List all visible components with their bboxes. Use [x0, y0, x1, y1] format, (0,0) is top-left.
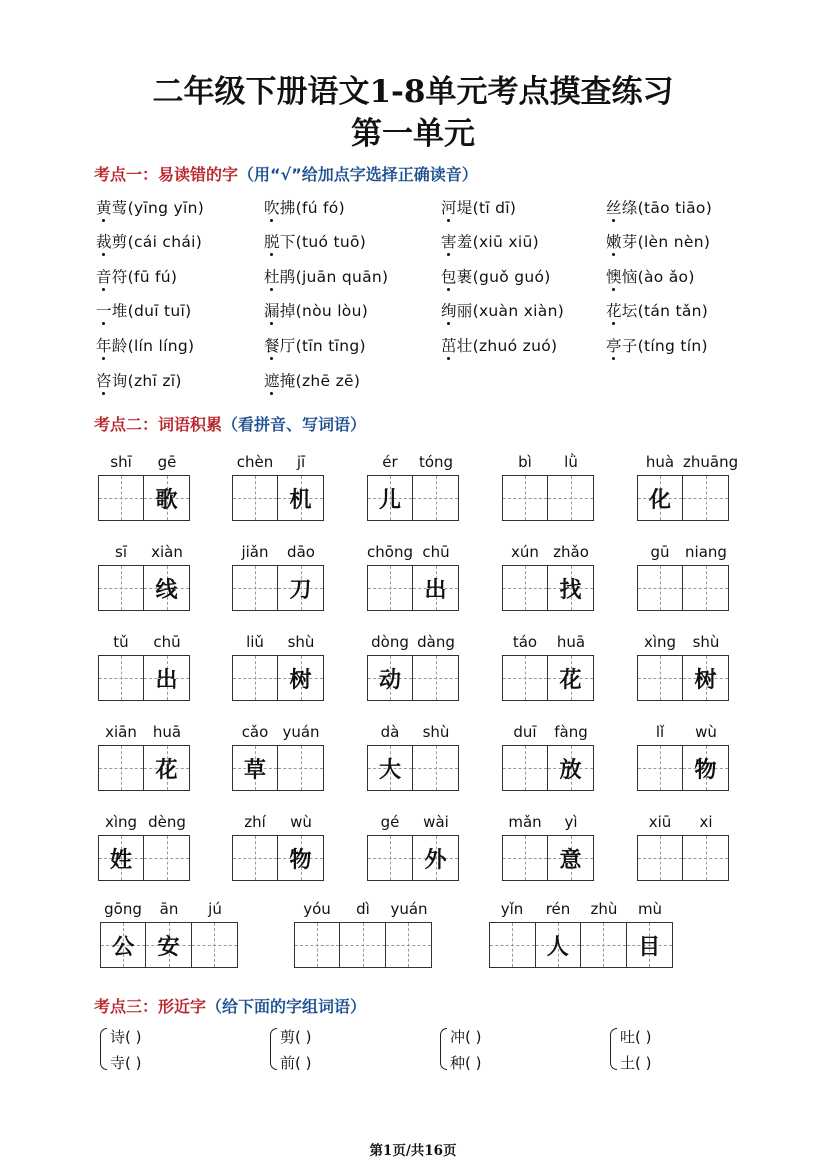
pinyin-syllable: zhù [590, 900, 618, 918]
grid-cell-blank[interactable] [490, 923, 536, 967]
unit-title: 第一单元 [351, 116, 475, 152]
vocab-item [637, 633, 729, 703]
pinyin-syllable: huā [152, 723, 182, 741]
pinyin-syllable: gōng [104, 900, 142, 918]
writing-grid [232, 475, 324, 521]
pinyin-syllable: chū [422, 543, 450, 561]
pinyin-syllable: lǜ [564, 453, 578, 471]
section-2-label: 考点二：词语积累 [94, 415, 223, 434]
pronunciation-word: 包裹(guǒ guó) [441, 268, 551, 286]
grid-cell-filled [683, 656, 728, 700]
pinyin-syllable: xiàn [151, 543, 183, 561]
grid-character: 意 [559, 846, 582, 873]
grid-cell-blank[interactable] [99, 566, 144, 610]
grid-cell-blank[interactable] [503, 836, 548, 880]
pinyin-syllable: tóng [418, 453, 454, 471]
vocab-item [637, 543, 729, 613]
pronunciation-word: 茁壮(zhuó zuó) [441, 337, 558, 355]
pair-bottom[interactable]: 前( ) [280, 1054, 312, 1072]
grid-cell-blank[interactable] [386, 923, 431, 967]
pronunciation-word: 遮掩(zhē zē) [264, 372, 361, 390]
pinyin-syllable: jú [208, 900, 222, 918]
writing-grid [489, 922, 673, 968]
pronunciation-word: 咨询(zhī zī) [96, 372, 182, 390]
grid-character: 放 [559, 756, 582, 783]
grid-character: 大 [379, 756, 402, 783]
grid-cell-filled [548, 836, 593, 880]
pinyin-syllable: yuán [390, 900, 428, 918]
grid-character: 草 [244, 756, 267, 783]
pinyin-syllable: gū [650, 543, 670, 561]
writing-grid [232, 565, 324, 611]
pair-top[interactable]: 诗( ) [110, 1028, 142, 1046]
vocab-item [637, 453, 739, 523]
writing-grid [98, 565, 190, 611]
pair-bottom[interactable]: 土( ) [620, 1054, 652, 1072]
grid-character: 机 [289, 486, 312, 513]
pinyin-syllable: dòng [371, 633, 409, 651]
pinyin-syllable: yóu [303, 900, 331, 918]
pinyin-syllable: lǐ [655, 723, 665, 741]
writing-grid [637, 565, 729, 611]
grid-cell-filled [146, 923, 191, 967]
vocab-item [502, 813, 594, 883]
grid-character: 找 [559, 576, 582, 603]
writing-grid [367, 475, 459, 521]
grid-cell-blank[interactable] [548, 476, 593, 520]
pinyin-syllable: mǎn [508, 813, 542, 831]
grid-cell-blank[interactable] [683, 476, 728, 520]
pinyin-syllable: niang [685, 543, 727, 561]
pinyin-syllable: gē [157, 453, 177, 471]
writing-grid [502, 655, 594, 701]
grid-cell-blank[interactable] [368, 836, 413, 880]
pinyin-syllable: xìng [643, 633, 677, 651]
grid-character: 外 [424, 846, 447, 873]
pinyin-syllable: huā [556, 633, 586, 651]
grid-cell-filled [144, 476, 189, 520]
pinyin-syllable: yǐn [500, 900, 524, 918]
grid-cell-blank[interactable] [99, 476, 144, 520]
pinyin-syllable: chōng [367, 543, 413, 561]
grid-cell-filled [144, 656, 189, 700]
grid-character: 目 [638, 933, 661, 960]
grid-cell-filled [368, 476, 413, 520]
grid-character: 动 [379, 666, 402, 693]
writing-grid [367, 835, 459, 881]
pinyin-syllable: dāo [287, 543, 315, 561]
vocab-item [502, 633, 594, 703]
pronunciation-word: 懊恼(ào ǎo) [606, 268, 695, 286]
emphasis-dot [270, 253, 273, 256]
grid-cell-blank[interactable] [144, 836, 189, 880]
pronunciation-word: 丝绦(tāo tiāo) [606, 199, 713, 217]
vocab-item [232, 543, 324, 613]
vocab-item [294, 900, 432, 970]
pinyin-syllable: jiǎn [241, 543, 269, 561]
vocab-item [98, 453, 190, 523]
pinyin-syllable: yì [564, 813, 578, 831]
writing-grid [502, 835, 594, 881]
grid-character: 物 [694, 756, 717, 783]
grid-cell-blank[interactable] [503, 566, 548, 610]
grid-cell-blank[interactable] [192, 923, 237, 967]
vocab-item [637, 813, 729, 883]
pinyin-syllable: mù [637, 900, 663, 918]
brace-icon [440, 1028, 447, 1070]
writing-grid [367, 565, 459, 611]
grid-cell-blank[interactable] [99, 746, 144, 790]
section-1-instruction: （用“√”给加点字选择正确读音） [238, 165, 478, 184]
writing-grid [232, 655, 324, 701]
emphasis-dot [270, 322, 273, 325]
vocab-item [502, 723, 594, 793]
vocab-item [232, 813, 324, 883]
grid-cell-filled [548, 746, 593, 790]
grid-cell-blank[interactable] [233, 566, 278, 610]
pinyin-syllable: dì [356, 900, 370, 918]
vocab-item [98, 633, 190, 703]
section-2-header [94, 412, 366, 435]
grid-character: 花 [559, 666, 582, 693]
grid-character: 出 [155, 666, 178, 693]
pinyin-syllable: zhí [244, 813, 266, 831]
pronunciation-word: 餐厅(tīn tīng) [264, 337, 366, 355]
pair-bottom[interactable]: 种( ) [450, 1054, 482, 1072]
pinyin-syllable: zhuāng [683, 453, 739, 471]
emphasis-dot [447, 322, 450, 325]
grid-cell-blank[interactable] [503, 656, 548, 700]
emphasis-dot [612, 322, 615, 325]
pinyin-syllable: duī [513, 723, 537, 741]
emphasis-dot [270, 357, 273, 360]
pronunciation-word: 黄莺(yīng yīn) [96, 199, 205, 217]
pinyin-syllable: sī [115, 543, 127, 561]
grid-cell-blank[interactable] [368, 566, 413, 610]
writing-grid [232, 745, 324, 791]
writing-grid [98, 655, 190, 701]
pinyin-syllable: shù [287, 633, 315, 651]
pronunciation-word: 绚丽(xuàn xiàn) [441, 302, 565, 320]
grid-character: 人 [546, 933, 569, 960]
grid-cell-filled [99, 836, 144, 880]
vocab-item [367, 813, 459, 883]
pair-top[interactable]: 剪( ) [280, 1028, 312, 1046]
section-1-label: 考点一：易读错的字 [94, 165, 239, 184]
grid-character: 化 [649, 486, 672, 513]
pinyin-syllable: jī [296, 453, 306, 471]
pinyin-syllable: cǎo [241, 723, 269, 741]
pair-top[interactable]: 吐( ) [620, 1028, 652, 1046]
pinyin-syllable: xi [699, 813, 713, 831]
grid-cell-blank[interactable] [413, 476, 458, 520]
grid-cell-blank[interactable] [295, 923, 340, 967]
writing-grid [637, 655, 729, 701]
grid-cell-blank[interactable] [413, 656, 458, 700]
pinyin-syllable: xiān [105, 723, 137, 741]
vocab-item [367, 633, 459, 703]
grid-character: 出 [424, 576, 447, 603]
writing-grid [637, 835, 729, 881]
vocab-item [637, 723, 729, 793]
pinyin-syllable: shù [422, 723, 450, 741]
section-2-instruction: （看拼音、写词语） [222, 415, 367, 434]
grid-cell-filled [144, 566, 189, 610]
emphasis-dot [102, 219, 105, 222]
grid-cell-filled [278, 836, 323, 880]
pinyin-syllable: ān [159, 900, 179, 918]
pinyin-syllable: shù [692, 633, 720, 651]
brace-icon [610, 1028, 617, 1070]
emphasis-dot [612, 357, 615, 360]
writing-grid [294, 922, 432, 968]
grid-character: 树 [289, 666, 312, 693]
grid-cell-filled [683, 746, 728, 790]
grid-character: 线 [155, 576, 178, 603]
grid-cell-blank[interactable] [638, 746, 683, 790]
grid-cell-blank[interactable] [340, 923, 385, 967]
emphasis-dot [447, 357, 450, 360]
brace-icon [100, 1028, 107, 1070]
grid-character: 歌 [155, 486, 178, 513]
page-title: 二年级下册语文1-8单元考点摸查练习 [152, 74, 674, 110]
writing-grid [98, 745, 190, 791]
grid-cell-filled [278, 656, 323, 700]
pinyin-syllable: ér [382, 453, 398, 471]
grid-cell-blank[interactable] [638, 836, 683, 880]
grid-cell-blank[interactable] [683, 566, 728, 610]
grid-character: 花 [155, 756, 178, 783]
pinyin-syllable: bì [518, 453, 532, 471]
pinyin-syllable: shī [110, 453, 132, 471]
grid-cell-filled [278, 566, 323, 610]
pronunciation-word: 花坛(tán tǎn) [606, 302, 709, 320]
vocab-item [232, 633, 324, 703]
grid-cell-filled [413, 836, 458, 880]
emphasis-dot [270, 288, 273, 291]
writing-grid [637, 475, 729, 521]
pinyin-syllable: chèn [236, 453, 274, 471]
page-footer: 第1页/共16页 [369, 1143, 457, 1159]
pronunciation-word: 年龄(lín líng) [96, 337, 195, 355]
vocab-item [98, 723, 190, 793]
writing-grid [232, 835, 324, 881]
grid-cell-filled [413, 566, 458, 610]
grid-character: 树 [694, 666, 717, 693]
grid-cell-filled [548, 566, 593, 610]
grid-cell-blank[interactable] [638, 566, 683, 610]
pronunciation-word: 河堤(tī dī) [441, 199, 517, 217]
grid-cell-filled [368, 656, 413, 700]
writing-grid [502, 565, 594, 611]
pronunciation-word: 杜鹃(juān quān) [264, 268, 389, 286]
pinyin-syllable: rén [545, 900, 571, 918]
grid-cell-blank[interactable] [233, 476, 278, 520]
writing-grid [98, 835, 190, 881]
pronunciation-word: 裁剪(cái chái) [96, 233, 203, 251]
section-3-header [94, 994, 366, 1017]
pinyin-syllable: chū [153, 633, 181, 651]
similar-char-pair [100, 1026, 240, 1078]
vocab-item [502, 453, 594, 523]
grid-character: 安 [157, 933, 180, 960]
writing-grid [367, 655, 459, 701]
pronunciation-word: 害羞(xiū xiū) [441, 233, 539, 251]
pronunciation-word: 脱下(tuó tuō) [264, 233, 367, 251]
grid-character: 刀 [289, 576, 312, 603]
pinyin-syllable: yuán [282, 723, 320, 741]
emphasis-dot [447, 219, 450, 222]
writing-grid [367, 745, 459, 791]
pinyin-syllable: dà [380, 723, 400, 741]
pronunciation-word: 漏掉(nòu lòu) [264, 302, 369, 320]
grid-cell-filled [101, 923, 146, 967]
vocab-item [489, 900, 673, 970]
vocab-item [100, 900, 238, 970]
emphasis-dot [612, 219, 615, 222]
section-3-label: 考点三：形近字 [94, 997, 207, 1016]
grid-cell-filled [548, 656, 593, 700]
pronunciation-word: 亭子(tíng tín) [606, 337, 708, 355]
pinyin-syllable: xiū [648, 813, 672, 831]
pinyin-syllable: zhǎo [553, 543, 589, 561]
grid-cell-blank[interactable] [503, 746, 548, 790]
grid-cell-filled [638, 476, 683, 520]
grid-cell-blank[interactable] [99, 656, 144, 700]
grid-cell-filled [627, 923, 672, 967]
emphasis-dot [270, 219, 273, 222]
vocab-item [232, 723, 324, 793]
vocab-item [502, 543, 594, 613]
grid-cell-blank[interactable] [413, 746, 458, 790]
emphasis-dot [102, 288, 105, 291]
grid-cell-filled [144, 746, 189, 790]
grid-cell-filled [233, 746, 278, 790]
pinyin-syllable: xún [511, 543, 539, 561]
vocab-item [367, 543, 459, 613]
section-1-header [94, 162, 478, 185]
vocab-item [98, 813, 190, 883]
similar-char-pair [440, 1026, 580, 1078]
grid-cell-blank[interactable] [278, 746, 323, 790]
writing-grid [502, 475, 594, 521]
pair-bottom[interactable]: 寺( ) [110, 1054, 142, 1072]
emphasis-dot [102, 357, 105, 360]
pinyin-syllable: xìng [104, 813, 138, 831]
emphasis-dot [612, 253, 615, 256]
pinyin-syllable: liǔ [246, 633, 264, 651]
pinyin-syllable: wù [290, 813, 312, 831]
pinyin-syllable: fàng [554, 723, 588, 741]
grid-cell-blank[interactable] [581, 923, 627, 967]
similar-char-pair [610, 1026, 750, 1078]
pinyin-syllable: dàng [417, 633, 455, 651]
emphasis-dot [102, 253, 105, 256]
pinyin-syllable: huà [645, 453, 675, 471]
grid-cell-filled [536, 923, 582, 967]
pinyin-syllable: gé [380, 813, 400, 831]
emphasis-dot [102, 392, 105, 395]
emphasis-dot [447, 288, 450, 291]
grid-cell-filled [278, 476, 323, 520]
pronunciation-word: 吹拂(fú fó) [264, 199, 345, 217]
vocab-item [232, 453, 324, 523]
pinyin-syllable: wài [423, 813, 449, 831]
pinyin-syllable: tǔ [113, 633, 129, 651]
grid-character: 公 [112, 933, 135, 960]
emphasis-dot [102, 322, 105, 325]
grid-cell-blank[interactable] [683, 836, 728, 880]
grid-cell-blank[interactable] [503, 476, 548, 520]
pronunciation-word: 音符(fū fú) [96, 268, 178, 286]
emphasis-dot [447, 253, 450, 256]
vocab-item [367, 453, 459, 523]
pinyin-syllable: táo [512, 633, 538, 651]
pronunciation-word: 嫩芽(lèn nèn) [606, 233, 711, 251]
similar-char-pair [270, 1026, 410, 1078]
grid-cell-blank[interactable] [233, 836, 278, 880]
grid-character: 物 [289, 846, 312, 873]
writing-grid [98, 475, 190, 521]
section-3-instruction: （给下面的字组词语） [206, 997, 367, 1016]
emphasis-dot [612, 288, 615, 291]
pair-top[interactable]: 冲( ) [450, 1028, 482, 1046]
grid-cell-filled [368, 746, 413, 790]
grid-character: 儿 [379, 486, 402, 513]
vocab-item [367, 723, 459, 793]
brace-icon [270, 1028, 277, 1070]
writing-grid [637, 745, 729, 791]
vocab-item [98, 543, 190, 613]
grid-cell-blank[interactable] [233, 656, 278, 700]
writing-grid [502, 745, 594, 791]
emphasis-dot [270, 392, 273, 395]
pinyin-syllable: wù [695, 723, 717, 741]
pinyin-syllable: dèng [148, 813, 186, 831]
grid-character: 姓 [110, 846, 133, 873]
writing-grid [100, 922, 238, 968]
pronunciation-word: 一堆(duī tuī) [96, 302, 192, 320]
grid-cell-blank[interactable] [638, 656, 683, 700]
